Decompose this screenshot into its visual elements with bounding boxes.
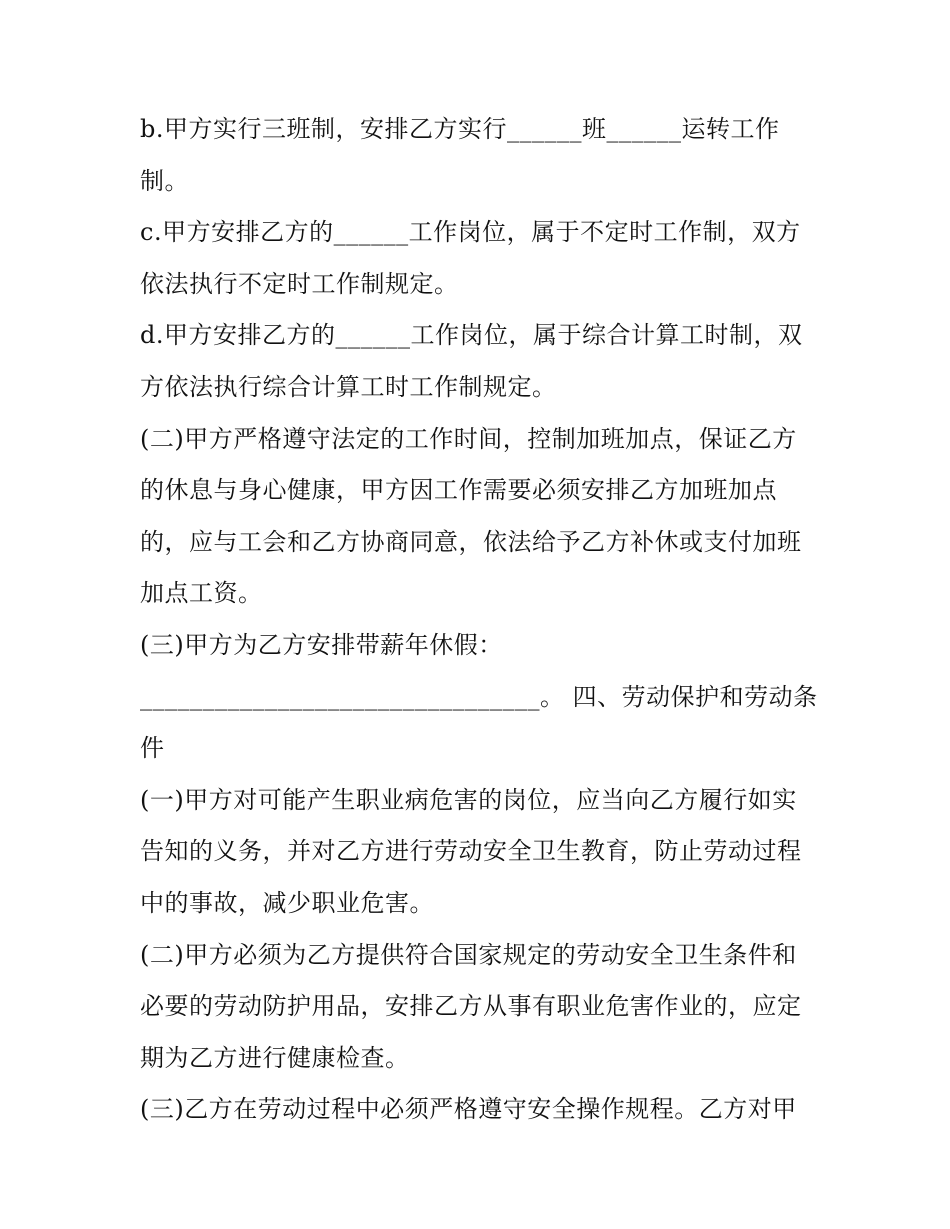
- text-line: 中的事故，减少职业危害。: [140, 888, 434, 917]
- text-line: 的，应与工会和乙方协商同意，依法给予乙方补休或支付加班: [140, 527, 802, 556]
- text-line: 制。: [140, 166, 189, 195]
- text-line: 加点工资。: [140, 579, 263, 608]
- text-line: (一)甲方对可能产生职业病危害的岗位，应当向乙方履行如实: [140, 785, 797, 814]
- text-line: b.甲方实行三班制，安排乙方实行______班______运转工作: [140, 115, 780, 143]
- document-body: [140, 104, 820, 1136]
- text-line: d.甲方安排乙方的______工作岗位，属于综合计算工时制，双: [140, 321, 803, 350]
- text-line: 期为乙方进行健康检查。: [140, 1043, 410, 1072]
- text-line: 依法执行不定时工作制规定。: [140, 269, 459, 298]
- text-line: c.甲方安排乙方的______工作岗位，属于不定时工作制，双方: [140, 218, 801, 247]
- text-line: (三)甲方为乙方安排带薪年休假：: [140, 630, 503, 659]
- text-line: 必要的劳动防护用品，安排乙方从事有职业危害作业的，应定: [140, 992, 802, 1021]
- text-line: ________________________________。 四、劳动保护和劳动条: [140, 682, 818, 711]
- text-line: 件: [140, 734, 165, 763]
- text-line: (三)乙方在劳动过程中必须严格遵守安全操作规程。乙方对甲: [140, 1095, 797, 1124]
- text-line: (二)甲方严格遵守法定的工作时间，控制加班加点，保证乙方: [140, 424, 797, 453]
- text-line: 的休息与身心健康，甲方因工作需要必须安排乙方加班加点: [140, 476, 777, 505]
- text-line: (二)甲方必须为乙方提供符合国家规定的劳动安全卫生条件和: [140, 940, 797, 969]
- text-line: 方依法执行综合计算工时工作制规定。: [140, 372, 557, 401]
- text-line: 告知的义务，并对乙方进行劳动安全卫生教育，防止劳动过程: [140, 837, 802, 866]
